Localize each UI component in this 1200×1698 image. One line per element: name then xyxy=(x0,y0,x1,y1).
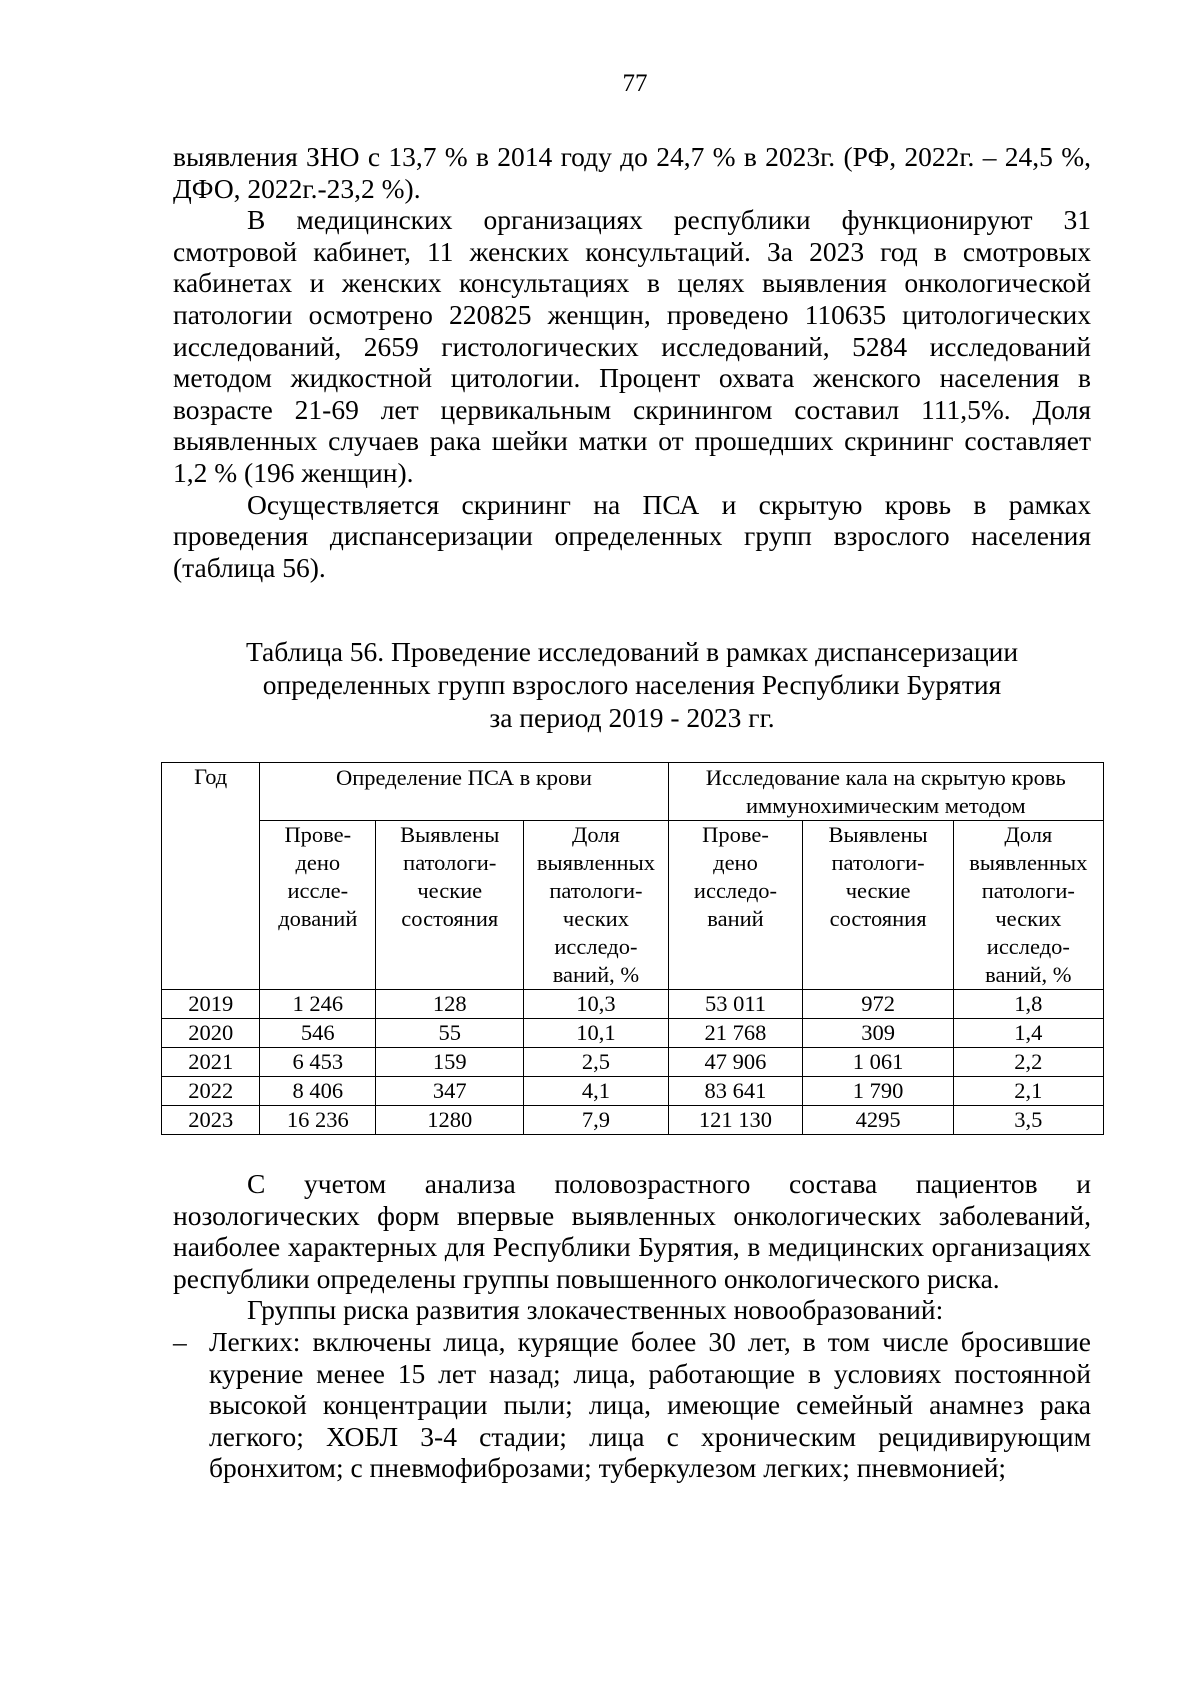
table-cell: 53 011 xyxy=(668,990,803,1019)
table-cell: 1 246 xyxy=(260,990,376,1019)
blood-group-header: Исследование кала на скрытую кровь иммунохимическим методом xyxy=(668,763,1104,821)
psa-done-header: Прове- дено иссле- дований xyxy=(260,821,376,990)
table-cell: 8 406 xyxy=(260,1077,376,1106)
table-cell: 7,9 xyxy=(524,1106,668,1135)
table-cell: 6 453 xyxy=(260,1048,376,1077)
year-cell: 2022 xyxy=(162,1077,260,1106)
paragraph-screening-rooms: В медицинских организациях республики функционируют 31 смотровой кабинет, 11 женских консультаций. За 2023 год в смотровых кабинетах и женских консультациях в целях выявления онкологической патологии осмотрено 220825 женщин, проведено 110635 цитологических исследований, 2659 гистологических исследований, 5284 исследований методом жидкостной цитологии. Процент охвата женского населения в возрасте 21-69 лет цервикальным скринингом составил 111,5%. Доля выявленных случаев рака шейки матки от прошедших скрининг составляет 1,2 % (196 женщин). xyxy=(173,204,1091,488)
table-caption-line: определенных групп взрослого населения Республики Бурятия xyxy=(262,669,1002,700)
body-text-top xyxy=(173,141,1091,583)
table-cell: 2,2 xyxy=(953,1048,1103,1077)
blood-share-header: Доля выявленных патологи- ческих исследо- ваний, % xyxy=(953,821,1103,990)
table-cell: 309 xyxy=(803,1019,953,1048)
table-cell: 1,4 xyxy=(953,1019,1103,1048)
year-cell: 2023 xyxy=(162,1106,260,1135)
table-cell: 2,1 xyxy=(953,1077,1103,1106)
list-item-text: Легких: включены лица, курящие более 30 лет, в том числе бросившие курение менее 15 лет назад; лица, работающие в условиях постоянной высокой концентрации пыли; лица, имеющие семейный анамнез рака легкого; ХОБЛ 3-4 стадии; лица с хроническим рецидивирующим бронхитом; с пневмофиброзами; туберкулезом легких; пневмонией; xyxy=(209,1325,1091,1484)
blood-found-header: Выявлены патологи- ческие состояния xyxy=(803,821,953,990)
table-cell: 47 906 xyxy=(668,1048,803,1077)
year-header: Год xyxy=(162,763,260,990)
table-cell: 10,1 xyxy=(524,1019,668,1048)
table-cell: 4295 xyxy=(803,1106,953,1135)
blood-done-header: Прове- дено исследо- ваний xyxy=(668,821,803,990)
table-cell: 121 130 xyxy=(668,1106,803,1135)
table-cell: 1,8 xyxy=(953,990,1103,1019)
psa-share-header: Доля выявленных патологи- ческих исследо- ваний, % xyxy=(524,821,668,990)
year-cell: 2021 xyxy=(162,1048,260,1077)
body-text-bottom xyxy=(173,1168,1091,1484)
table-cell: 347 xyxy=(376,1077,524,1106)
table-cell: 4,1 xyxy=(524,1077,668,1106)
table-cell: 10,3 xyxy=(524,990,668,1019)
table-caption-line: за период 2019 - 2023 гг. xyxy=(489,702,775,733)
list-dash: – xyxy=(173,1325,187,1357)
table-cell: 55 xyxy=(376,1019,524,1048)
table-cell: 2,5 xyxy=(524,1048,668,1077)
screening-table xyxy=(161,762,1104,1135)
paragraph-continuation: выявления ЗНО с 13,7 % в 2014 году до 24,7 % в 2023г. (РФ, 2022г. – 24,5 %, ДФО, 2022г.-23,2 %). xyxy=(173,141,1091,204)
table-cell: 1 061 xyxy=(803,1048,953,1077)
table-cell: 21 768 xyxy=(668,1019,803,1048)
table-cell: 1280 xyxy=(376,1106,524,1135)
list-item xyxy=(173,1326,1091,1484)
page-number: 77 xyxy=(622,70,648,97)
table-cell: 16 236 xyxy=(260,1106,376,1135)
table-cell: 972 xyxy=(803,990,953,1019)
table-row xyxy=(162,1106,1104,1135)
table-cell: 128 xyxy=(376,990,524,1019)
table-caption-line: Таблица 56. Проведение исследований в рамках диспансеризации xyxy=(245,636,1019,667)
table-row xyxy=(162,990,1104,1019)
year-cell: 2019 xyxy=(162,990,260,1019)
table-cell: 1 790 xyxy=(803,1077,953,1106)
table-row xyxy=(162,1048,1104,1077)
paragraph-risk-groups-intro: С учетом анализа половозрастного состава пациентов и нозологических форм впервые выявленных онкологических заболеваний, наиболее характерных для Республики Бурятия, в медицинских организациях республики определены группы повышенного онкологического риска. xyxy=(173,1168,1091,1294)
paragraph-risk-groups-heading: Группы риска развития злокачественных новообразований: xyxy=(247,1294,944,1326)
table-caption xyxy=(173,635,1091,734)
table-row xyxy=(162,1077,1104,1106)
table-cell: 159 xyxy=(376,1048,524,1077)
psa-found-header: Выявлены патологи- ческие состояния xyxy=(376,821,524,990)
table-cell: 3,5 xyxy=(953,1106,1103,1135)
table-cell: 546 xyxy=(260,1019,376,1048)
psa-group-header: Определение ПСА в крови xyxy=(260,763,668,821)
table-row xyxy=(162,1019,1104,1048)
paragraph-psa-screening: Осуществляется скрининг на ПСА и скрытую кровь в рамках проведения диспансеризации определенных групп взрослого населения (таблица 56). xyxy=(173,488,1091,583)
table-cell: 83 641 xyxy=(668,1077,803,1106)
year-cell: 2020 xyxy=(162,1019,260,1048)
